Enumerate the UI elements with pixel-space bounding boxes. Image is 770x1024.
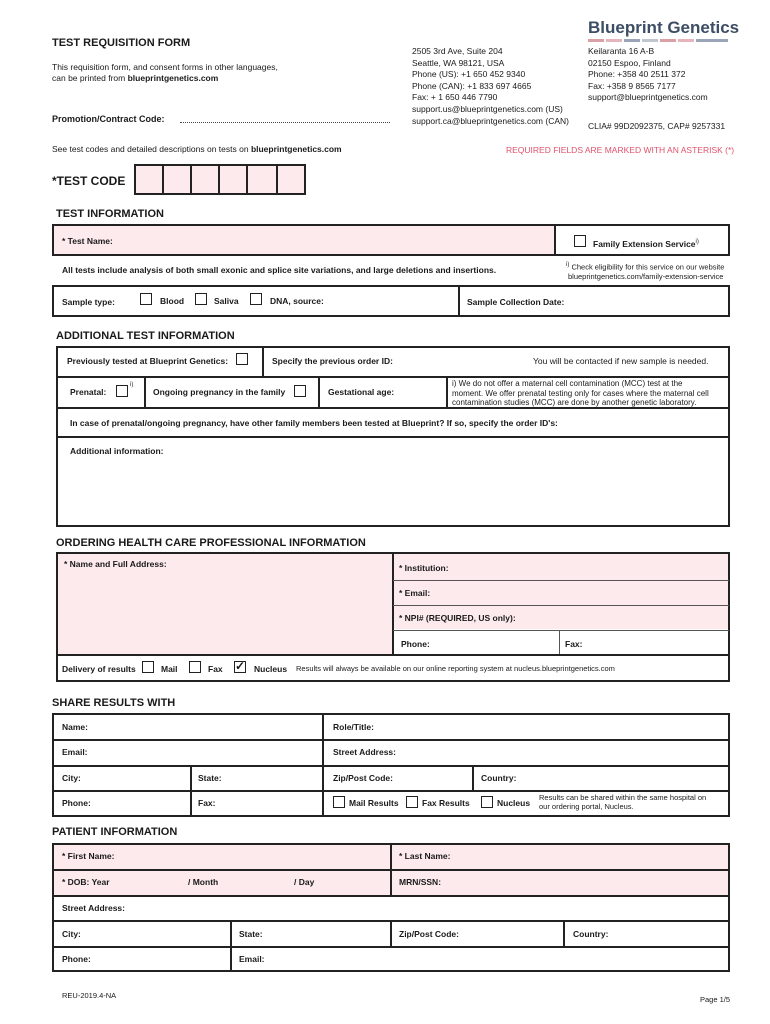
delivery-nucleus-checkbox[interactable]: ✓: [235, 659, 246, 673]
eligibility-note: $^{i)}$ Check eligibility for this service on our website: [566, 262, 725, 272]
test-code-divider: [162, 165, 164, 194]
divider: [393, 630, 729, 631]
patient-country-label: Country:: [573, 929, 609, 939]
sample-box: [52, 285, 730, 317]
divider: [392, 553, 394, 654]
share-fax-label: Fax:: [198, 798, 216, 808]
gestational-age-label: Gestational age:: [328, 387, 395, 397]
prenatal-label: Prenatal:: [70, 387, 107, 397]
share-fax-results-label: Fax Results: [422, 798, 470, 808]
patient-first-name-label: * First Name:: [62, 851, 115, 861]
family-extension-checkbox[interactable]: [574, 235, 586, 247]
fi-address-block: Keilaranta 16 A-B 02150 Espoo, Finland Phone: +358 40 2511 372 Fax: +358 9 8565 7177 support@blueprintgenetics.com: [588, 46, 708, 103]
hcp-heading: ORDERING HEALTH CARE PROFESSIONAL INFORMATION: [56, 537, 366, 549]
divider: [390, 921, 392, 946]
us-address-block: 2505 3rd Ave, Suite 204 Seattle, WA 98121, USA Phone (US): +1 650 452 9340 Phone (CAN): +1 833 697 4665 Fax: + 1 650 446 7790 support.us@blueprintgenetics.com (US) support.ca@blueprintgenetics.com (CAN): [412, 46, 569, 126]
intro-text-2: can be printed from blueprintgenetics.com: [52, 73, 219, 83]
divider: [458, 286, 460, 316]
divider: [563, 921, 565, 946]
sample-type-label: Sample type:: [62, 297, 115, 307]
test-name-field[interactable]: [54, 226, 554, 254]
test-code-divider: [218, 165, 220, 194]
divider: [554, 225, 556, 255]
prenatal-checkbox[interactable]: [116, 385, 128, 397]
divider: [57, 376, 729, 378]
page-number: Page 1/5: [700, 995, 731, 1004]
hcp-npi-label: * NPI# (REQUIRED, US only):: [399, 613, 516, 623]
test-code-divider: [246, 165, 248, 194]
delivery-mail-label: Mail: [161, 664, 178, 674]
additional-information-field[interactable]: [58, 438, 728, 525]
patient-phone-label: Phone:: [62, 954, 91, 964]
delivery-nucleus-label: Nucleus: [254, 664, 288, 674]
promo-code-field[interactable]: [180, 122, 390, 123]
patient-dob-day-label: / Day: [294, 877, 315, 887]
share-phone-label: Phone:: [62, 798, 91, 808]
patient-email-label: Email:: [239, 954, 265, 964]
dna-source-label: DNA, source:: [270, 296, 324, 306]
saliva-label: Saliva: [214, 296, 239, 306]
patient-dob-month-label: / Month: [188, 877, 219, 887]
divider: [559, 631, 560, 654]
promo-code-label: Promotion/Contract Code:: [52, 114, 165, 124]
divider: [393, 605, 729, 606]
patient-info-heading: PATIENT INFORMATION: [52, 826, 178, 838]
test-codes-note: See test codes and detailed descriptions on tests on blueprintgenetics.com: [52, 144, 342, 154]
ongoing-pregnancy-label: Ongoing pregnancy in the family: [153, 387, 286, 397]
share-email-label: Email:: [62, 747, 88, 757]
share-nucleus-label: Nucleus: [497, 798, 531, 808]
test-code-divider: [276, 165, 278, 194]
share-street-label: Street Address:: [333, 747, 396, 757]
share-mail-results-label: Mail Results: [349, 798, 399, 808]
new-sample-note: You will be contacted if new sample is needed.: [533, 356, 709, 366]
divider: [472, 766, 474, 790]
hcp-name-address-field[interactable]: [58, 554, 392, 654]
ongoing-pregnancy-checkbox[interactable]: [294, 385, 306, 397]
share-nucleus-note: Results can be shared within the same hospital on our ordering portal, Nucleus.: [539, 793, 707, 811]
share-city-label: City:: [62, 773, 81, 783]
previously-tested-label: Previously tested at Blueprint Genetics:: [67, 356, 229, 366]
share-results-heading: SHARE RESULTS WITH: [52, 697, 176, 709]
prenatal-footnote-ref: i): [130, 382, 134, 388]
share-fax-results-checkbox[interactable]: [406, 796, 418, 808]
share-country-label: Country:: [481, 773, 517, 783]
saliva-checkbox[interactable]: [195, 293, 207, 305]
family-extension-label: Family Extension Service$^{i)}$: [593, 238, 699, 249]
hcp-fax-label: Fax:: [565, 639, 583, 649]
mcc-note: i) We do not offer a maternal cell contamination (MCC) test at the moment. We offer prenatal testing only for cases where the maternal cell contamination studies (MCC) are done by another genetic laboratory.: [452, 379, 709, 407]
patient-zip-label: Zip/Post Code:: [399, 929, 459, 939]
divider: [446, 378, 448, 407]
divider: [53, 765, 729, 767]
family-tested-label: In case of prenatal/ongoing pregnancy, have other family members been tested at Blueprint? If so, specify the order ID's:: [70, 418, 558, 428]
test-code-input[interactable]: [134, 164, 306, 195]
hcp-phone-label: Phone:: [401, 639, 430, 649]
divider: [53, 895, 729, 897]
patient-street-label: Street Address:: [62, 903, 125, 913]
required-fields-note: REQUIRED FIELDS ARE MARKED WITH AN ASTERISK (*): [506, 145, 735, 155]
divider: [318, 378, 320, 407]
form-title: TEST REQUISITION FORM: [52, 37, 191, 49]
delivery-results-label: Delivery of results: [62, 664, 136, 674]
delivery-fax-label: Fax: [208, 664, 223, 674]
blood-label: Blood: [160, 296, 185, 306]
divider: [53, 946, 729, 948]
patient-dob-label: * DOB: Year: [62, 877, 110, 887]
additional-information-label: Additional information:: [70, 446, 164, 456]
company-logo: Blueprint Genetics: [588, 18, 740, 37]
hcp-name-address-label: * Name and Full Address:: [64, 559, 167, 569]
divider: [322, 714, 324, 816]
previous-order-id-label: Specify the previous order ID:: [272, 356, 393, 366]
previously-tested-checkbox[interactable]: [236, 353, 248, 365]
intro-text: This requisition form, and consent forms in other languages,: [52, 62, 278, 72]
delivery-fax-checkbox[interactable]: [189, 661, 201, 673]
divider: [393, 580, 729, 581]
additional-info-heading: ADDITIONAL TEST INFORMATION: [56, 330, 235, 342]
share-mail-results-checkbox[interactable]: [333, 796, 345, 808]
patient-last-name-label: * Last Name:: [399, 851, 451, 861]
results-availability-note: Results will always be available on our online reporting system at nucleus.blueprintgenetics.com: [296, 664, 615, 673]
divider: [390, 844, 392, 895]
form-version: REU-2019.4-NA: [62, 991, 117, 1000]
test-name-label: * Test Name:: [62, 236, 113, 246]
sample-collection-date-label: Sample Collection Date:: [467, 297, 565, 307]
blood-checkbox[interactable]: [140, 293, 152, 305]
eligibility-link[interactable]: blueprintgenetics.com/family-extension-service: [568, 272, 724, 281]
share-role-label: Role/Title:: [333, 722, 374, 732]
divider: [53, 790, 729, 792]
test-codes-link[interactable]: blueprintgenetics.com: [250, 144, 342, 154]
clia-cap-numbers: CLIA# 99D2092375, CAP# 9257331: [588, 121, 726, 131]
patient-state-label: State:: [239, 929, 263, 939]
patient-city-label: City:: [62, 929, 81, 939]
test-code-divider: [190, 165, 192, 194]
divider: [144, 378, 146, 407]
hcp-email-label: * Email:: [399, 588, 431, 598]
divider: [230, 921, 232, 971]
all-tests-note: All tests include analysis of both small exonic and splice site variations, and large deletions and insertions.: [62, 265, 497, 275]
divider: [53, 739, 729, 741]
divider: [190, 766, 192, 816]
divider: [57, 654, 729, 656]
patient-mrn-label: MRN/SSN:: [399, 877, 442, 887]
share-nucleus-checkbox[interactable]: [481, 796, 493, 808]
share-name-label: Name:: [62, 722, 88, 732]
hcp-institution-label: * Institution:: [399, 563, 449, 573]
divider: [262, 347, 264, 376]
test-code-label: *TEST CODE: [52, 174, 126, 188]
share-zip-label: Zip/Post Code:: [333, 773, 393, 783]
delivery-mail-checkbox[interactable]: [142, 661, 154, 673]
dna-checkbox[interactable]: [250, 293, 262, 305]
share-state-label: State:: [198, 773, 222, 783]
test-info-heading: TEST INFORMATION: [56, 208, 164, 220]
website-link[interactable]: blueprintgenetics.com: [127, 73, 219, 83]
